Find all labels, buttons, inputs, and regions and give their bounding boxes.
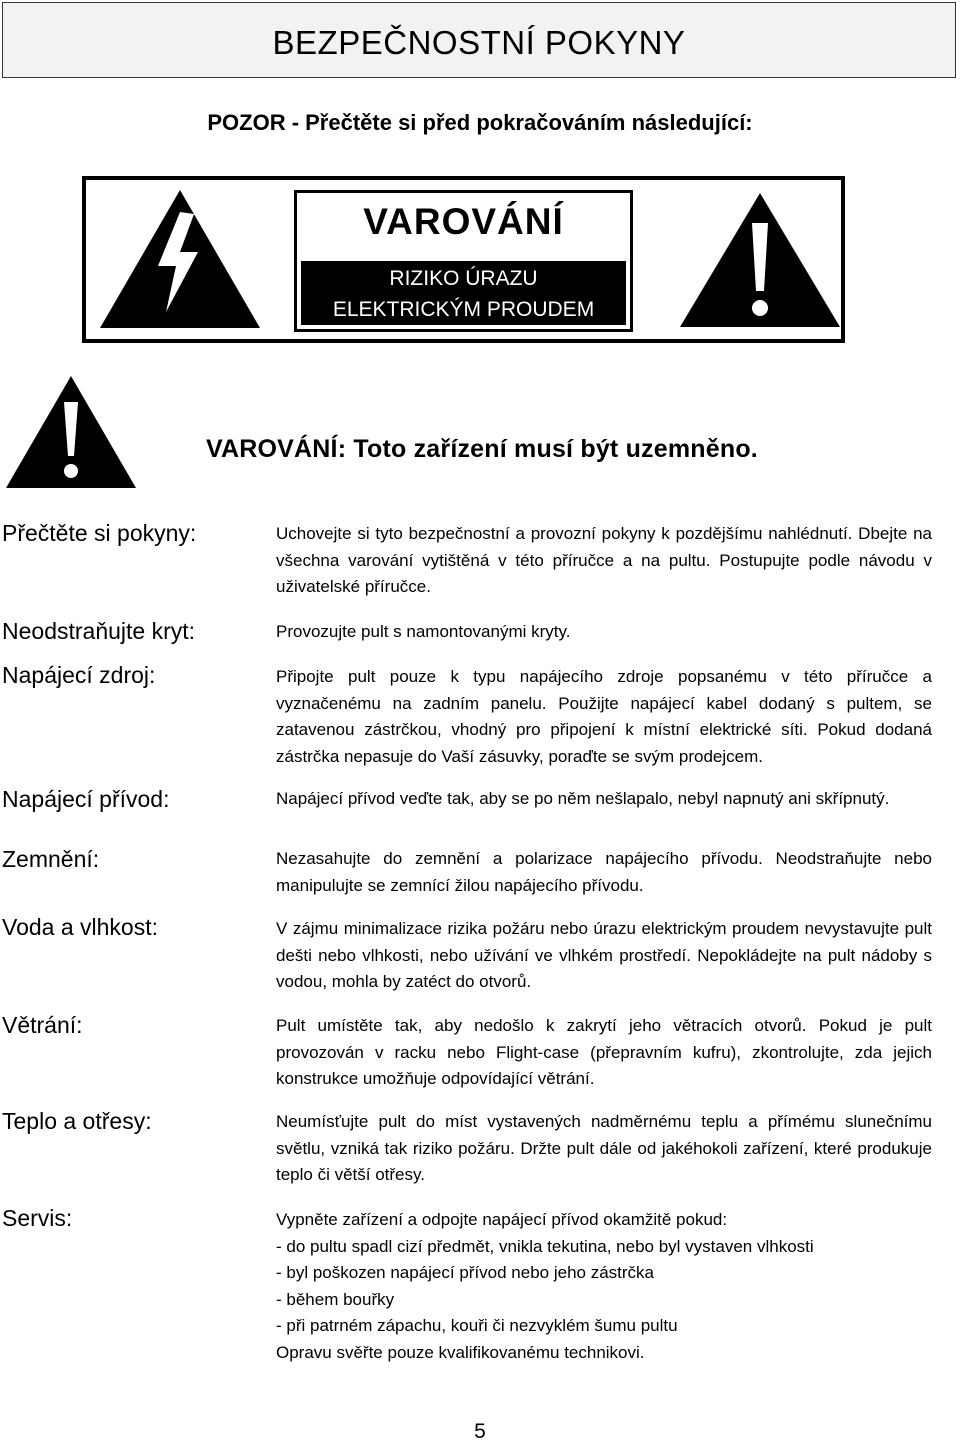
label-do-not-remove-cover: Neodstraňujte kryt: [2,618,196,644]
exclamation-warning-icon [680,193,840,327]
text-water-moisture: V zájmu minimalizace rizika požáru nebo úrazu elektrickým proudem nevystavujte pult dešti nebo vlhkosti, nebo užívání ve vlhkém prostředí. Nepokládejte na pult nádoby s vodou, mohla by zatéct do otvorů. [276,919,932,991]
label-heat-vibration: Teplo a otřesy: [2,1108,152,1134]
ground-warning-text: VAROVÁNÍ: Toto zařízení musí být uzemněno. [206,435,758,463]
caution-subtitle: POZOR - Přečtěte si před pokračováním následující: [207,110,753,135]
service-line: Vypněte zařízení a odpojte napájecí přívod okamžitě pokud: [276,1210,728,1229]
warning-sign-line2: ELEKTRICKÝM PROUDEM [332,298,595,321]
text-service [276,1207,932,1366]
text-grounding: Nezasahujte do zemnění a polarizace napájecího přívodu. Neodstraňujte nebo manipulujte se zemnící žilou napájecího přívodu. [276,849,932,895]
service-line: - během bouřky [276,1289,395,1309]
text-power-cord: Napájecí přívod veďte tak, aby se po něm nešlapalo, nebyl napnutý ani skřípnutý. [276,789,890,808]
label-power-source: Napájecí zdroj: [2,662,156,688]
page-number: 5 [474,1420,486,1443]
text-do-not-remove-cover: Provozujte pult s namontovanými kryty. [276,622,571,641]
service-line: Opravu svěřte pouze kvalifikovanému technikovi. [276,1342,645,1362]
service-line: - do pultu spadl cizí předmět, vnikla tekutina, nebo byl vystaven vlhkosti [276,1236,814,1256]
warning-sign-band [301,261,626,325]
text-ventilation: Pult umístěte tak, aby nedošlo k zakrytí jeho větracích otvorů. Pokud je pult provozován v racku nebo Flight-case (přepravním kufru), zkontrolujte, zda jejich konstrukce umožňuje odpovídající větrání. [276,1016,932,1088]
text-power-source: Připojte pult pouze k typu napájecího zdroje popsanému v této příručce a vyznačenému na zadním panelu. Použijte napájecí kabel dodaný s pultem, se zatavenou zástrčkou, vhodný pro připojení k místní elektrické síti. Pokud dodaná zástrčka nepasuje do Vaší zásuvky, poraďte se svým prodejcem. [276,667,932,766]
text-read-instructions: Uchovejte si tyto bezpečnostní a provozní pokyny k pozdějšímu nahlédnutí. Dbejte na všechna varování vytištěná v této příručce a na pultu. Postupujte podle návodu v uživatelské příručce. [276,524,932,596]
label-read-instructions: Přečtěte si pokyny: [2,520,197,546]
header-box [2,2,956,78]
label-grounding: Zemnění: [2,846,100,872]
label-ventilation: Větrání: [2,1012,83,1038]
page-title: BEZPEČNOSTNÍ POKYNY [272,24,686,61]
label-water-moisture: Voda a vlhkost: [2,914,158,940]
service-line: - při patrném zápachu, kouři či nezvyklém šumu pultu [276,1316,678,1335]
warning-sign-line1: RIZIKO ÚRAZU [389,267,538,290]
warning-sign-title: VAROVÁNÍ [363,201,564,242]
text-heat-vibration: Neumísťujte pult do míst vystavených nadměrnému teplu a přímému slunečnímu světlu, vzniká tak riziko požáru. Držte pult dále od jakéhokoli zařízení, které produkuje teplo či větší otřesy. [276,1112,932,1184]
service-line: - byl poškozen napájecí přívod nebo jeho zástrčka [276,1263,655,1282]
warning-sign [294,190,633,332]
label-service: Servis: [2,1205,73,1231]
label-power-cord: Napájecí přívod: [2,786,170,812]
ground-warning-icon [6,376,136,488]
lightning-warning-icon [100,190,260,328]
